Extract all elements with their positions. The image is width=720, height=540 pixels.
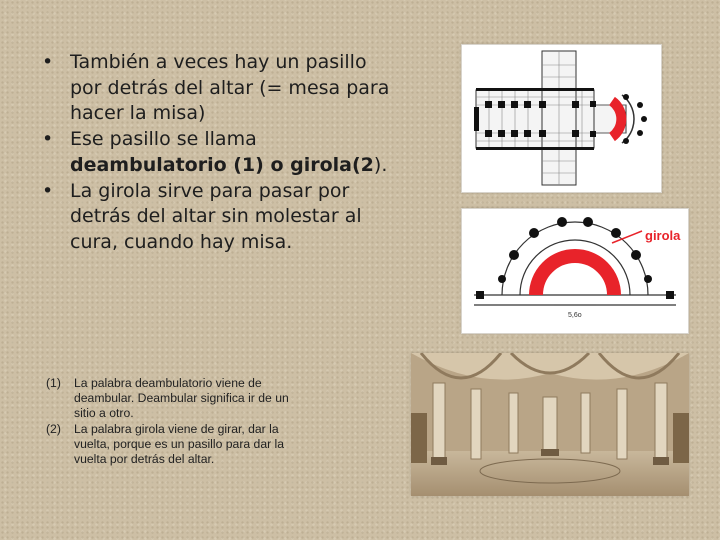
bullet-list <box>42 50 392 256</box>
footnote-text: La palabra deambulatorio viene de deambular. Deambular significa ir de un sitio a otro. <box>74 376 289 421</box>
bullet-item <box>42 127 392 178</box>
footnote-list <box>46 376 296 467</box>
bullet-icon: • <box>42 51 54 73</box>
girola-label: girola <box>645 228 681 243</box>
footnote-item <box>46 422 296 468</box>
bullet-text: Ese pasillo se llama <box>70 128 257 151</box>
ambulatory-photo <box>411 353 689 496</box>
footnote-marker: (2) <box>46 421 61 436</box>
footnote-item <box>46 376 296 422</box>
girola-diagram-image <box>461 208 689 334</box>
bullet-item <box>42 50 392 127</box>
footnote-marker: (1) <box>46 376 61 390</box>
footnote-text: La palabra girola viene de girar, dar la vuelta, porque es un pasillo para dar la vuelta por detrás del altar. <box>74 421 285 467</box>
bullet-icon: • <box>42 179 54 202</box>
bullet-item <box>42 179 392 256</box>
bullet-bold-text: deambulatorio (1) o girola(2 <box>70 153 374 176</box>
cathedral-plan-image <box>461 44 662 193</box>
bullet-icon: • <box>42 128 54 151</box>
scale-label: 5,6o <box>568 312 582 319</box>
bullet-text: La girola sirve para pasar por detrás del altar sin molestar al cura, cuando hay misa. <box>70 179 362 253</box>
bullet-text: También a veces hay un pasillo por detrás del altar (= mesa para hacer la misa) <box>70 51 390 125</box>
bullet-text-end: ). <box>373 153 388 176</box>
